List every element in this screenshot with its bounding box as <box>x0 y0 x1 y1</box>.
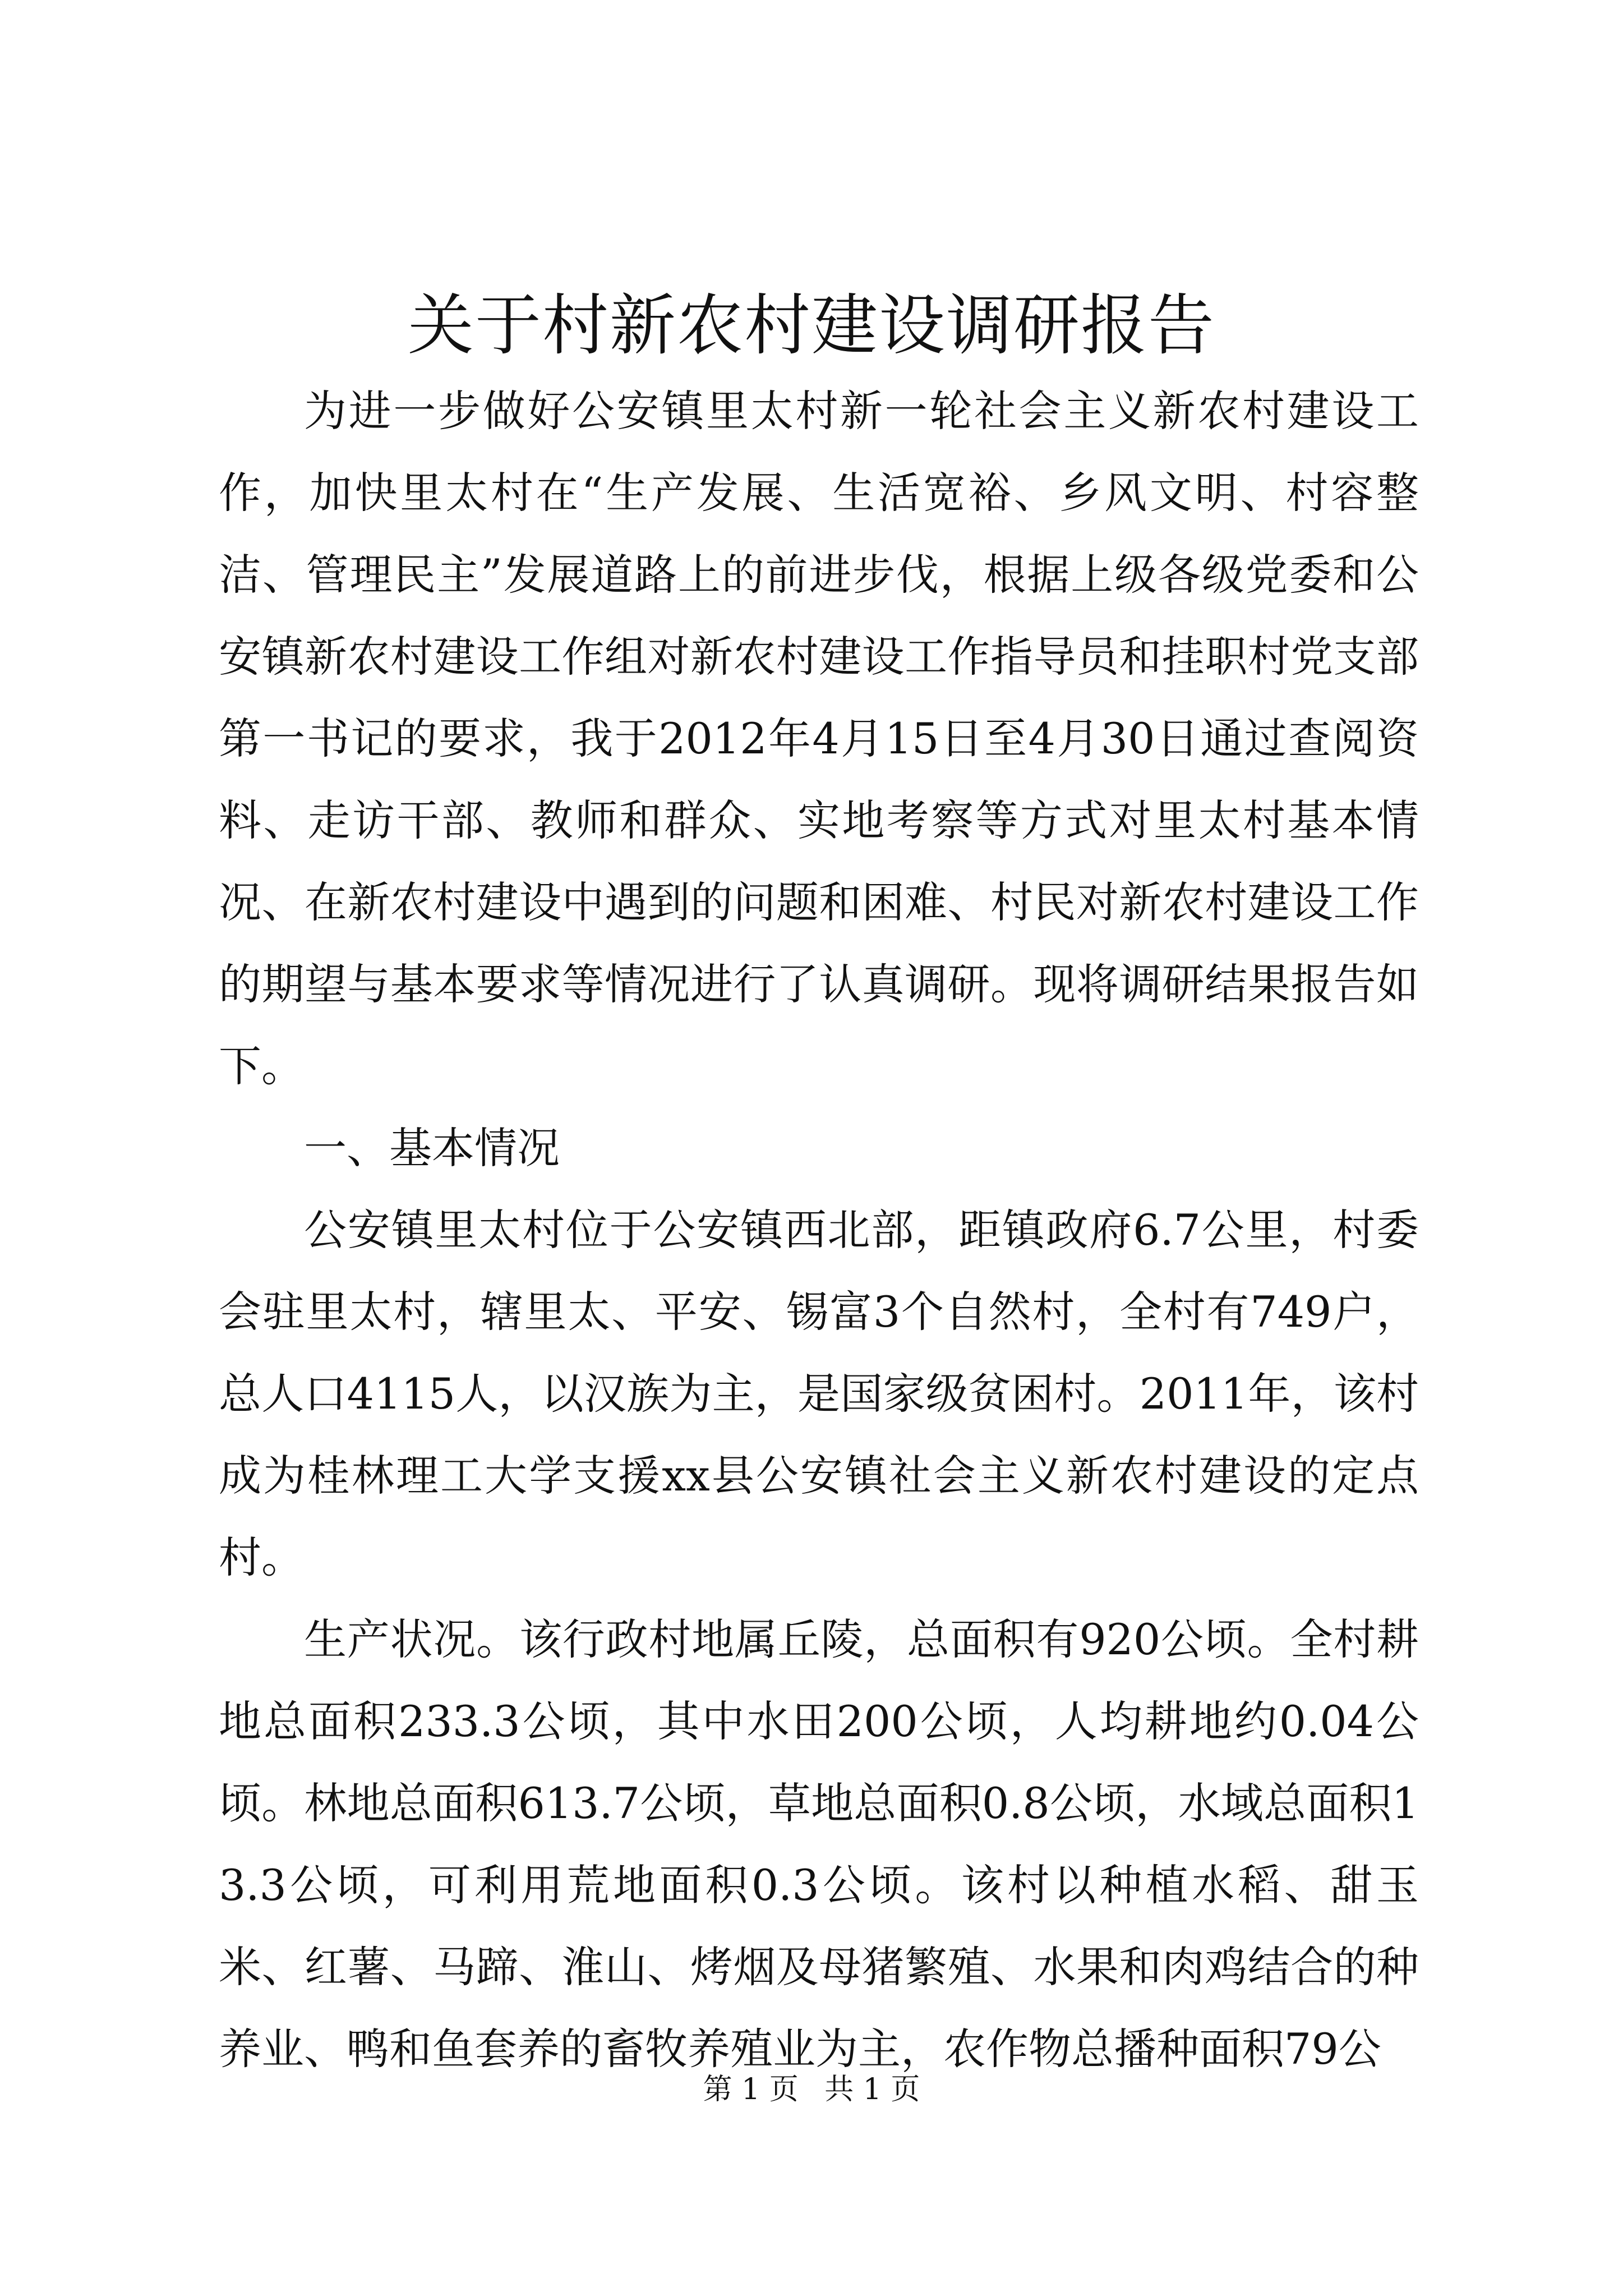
paragraph-village-overview: 公安镇里太村位于公安镇西北部，距镇政府6.7公里，村委会驻里太村，辖里太、平安、锡富3个自然村，全村有749户，总人口4115人，以汉族为主，是国家级贫困村。2011年，该村成为桂林理工大学支援xx县公安镇社会主义新农村建设的定点村。 <box>219 1205 1419 1582</box>
document-title: 关于村新农村建设调研报告 <box>407 287 1215 364</box>
paragraph-production-status: 生产状况。该行政村地属丘陵，总面积有920公顷。全村耕地总面积233.3公顷，其中水田200公顷，人均耕地约0.04公顷。林地总面积613.7公顷，草地总面积0.8公顷，水域总面积13.3公顷，可利用荒地面积0.3公顷。该村以种植水稻、甜玉米、红薯、马蹄、淮山、烤烟及母猪繁殖、水果和肉鸡结合的种养业、鸭和鱼套养的畜牧养殖业为主，农作物总播种面积79公 <box>219 1614 1419 2074</box>
paragraph-intro: 为进一步做好公安镇里太村新一轮社会主义新农村建设工作，加快里太村在“生产发展、生活宽裕、乡风文明、村容整洁、管理民主”发展道路上的前进步伐，根据上级各级党委和公安镇新农村建设工作组对新农村建设工作指导员和挂职村党支部第一书记的要求，我于2012年4月15日至4月30日通过查阅资料、走访干部、教师和群众、实地考察等方式对里太村基本情况、在新农村建设中遇到的问题和困难、村民对新农村建设工作的期望与基本要求等情况进行了认真调研。现将调研结果报告如下。 <box>219 386 1419 1091</box>
page-number: 第 1 页 <box>703 2073 799 2106</box>
section-heading-basic-situation: 一、基本情况 <box>304 1123 560 1173</box>
document-body <box>219 370 1419 2090</box>
page-total: 共 1 页 <box>824 2073 920 2106</box>
page-footer <box>0 2070 1623 2109</box>
